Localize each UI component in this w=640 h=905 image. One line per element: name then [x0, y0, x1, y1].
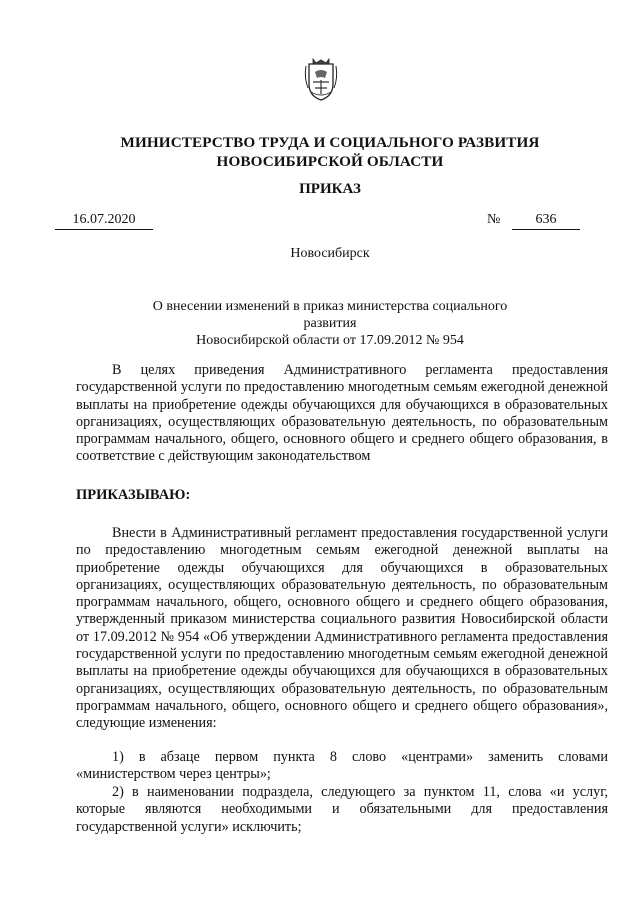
- order-number-label: №: [487, 212, 501, 227]
- ministry-name-line1: МИНИСТЕРСТВО ТРУДА И СОЦИАЛЬНОГО РАЗВИТИЯ: [120, 134, 540, 151]
- order-subject-line2: Новосибирской области от 17.09.2012 № 954: [196, 333, 464, 348]
- order-subject: [150, 298, 510, 349]
- ministry-name: [60, 133, 600, 171]
- order-subject-line1: О внесении изменений в приказ министерства социального развития: [152, 299, 508, 331]
- amendment-item-1: 1) в абзаце первом пункта 8 слово «центрами» заменить словами «министерством через центры»;: [76, 749, 608, 783]
- orders-heading: ПРИКАЗЫВАЮ:: [76, 487, 191, 503]
- order-date: 16.07.2020: [55, 212, 153, 230]
- city: Новосибирск: [290, 246, 370, 261]
- ministry-name-line2: НОВОСИБИРСКОЙ ОБЛАСТИ: [216, 153, 444, 170]
- coat-of-arms-icon: [303, 58, 339, 102]
- amendment-item-2: 2) в наименовании подраздела, следующего за пунктом 11, слова «и услуг, которые являются необходимыми и обязательными для предоставления государственной услуги» исключить;: [76, 784, 608, 835]
- order-number: 636: [512, 212, 580, 230]
- preamble-paragraph: В целях приведения Административного регламента предоставления государственной услуги по предоставлению многодетным семьям ежегодной денежной выплаты на приобретение одежды обучающихся для обучающихся в образовательных организациях, осуществляющих образовательную деятельность, по образовательным программам начального, общего, основного общего и среднего общего образования, в соответствие с действующим законодательством: [76, 362, 608, 465]
- document-type: ПРИКАЗ: [299, 181, 361, 197]
- main-paragraph: Внести в Административный регламент предоставления государственной услуги по предоставлению многодетным семьям ежегодной денежной выплаты на приобретение одежды обучающихся для обучающихся в образовательных организациях, осуществляющих образовательную деятельность, по образовательным программам начального, общего, основного общего и среднего общего образования, утвержденный приказом министерства социального развития Новосибирской области от 17.09.2012 № 954 «Об утверждении Административного регламента предоставления государственной услуги по предоставлению многодетным семьям ежегодной денежной выплаты на приобретение одежды обучающихся для обучающихся в образовательных организациях, осуществляющих образовательную деятельность, по образовательным программам начального, общего, основного общего и среднего общего образования», следующие изменения:: [76, 525, 608, 732]
